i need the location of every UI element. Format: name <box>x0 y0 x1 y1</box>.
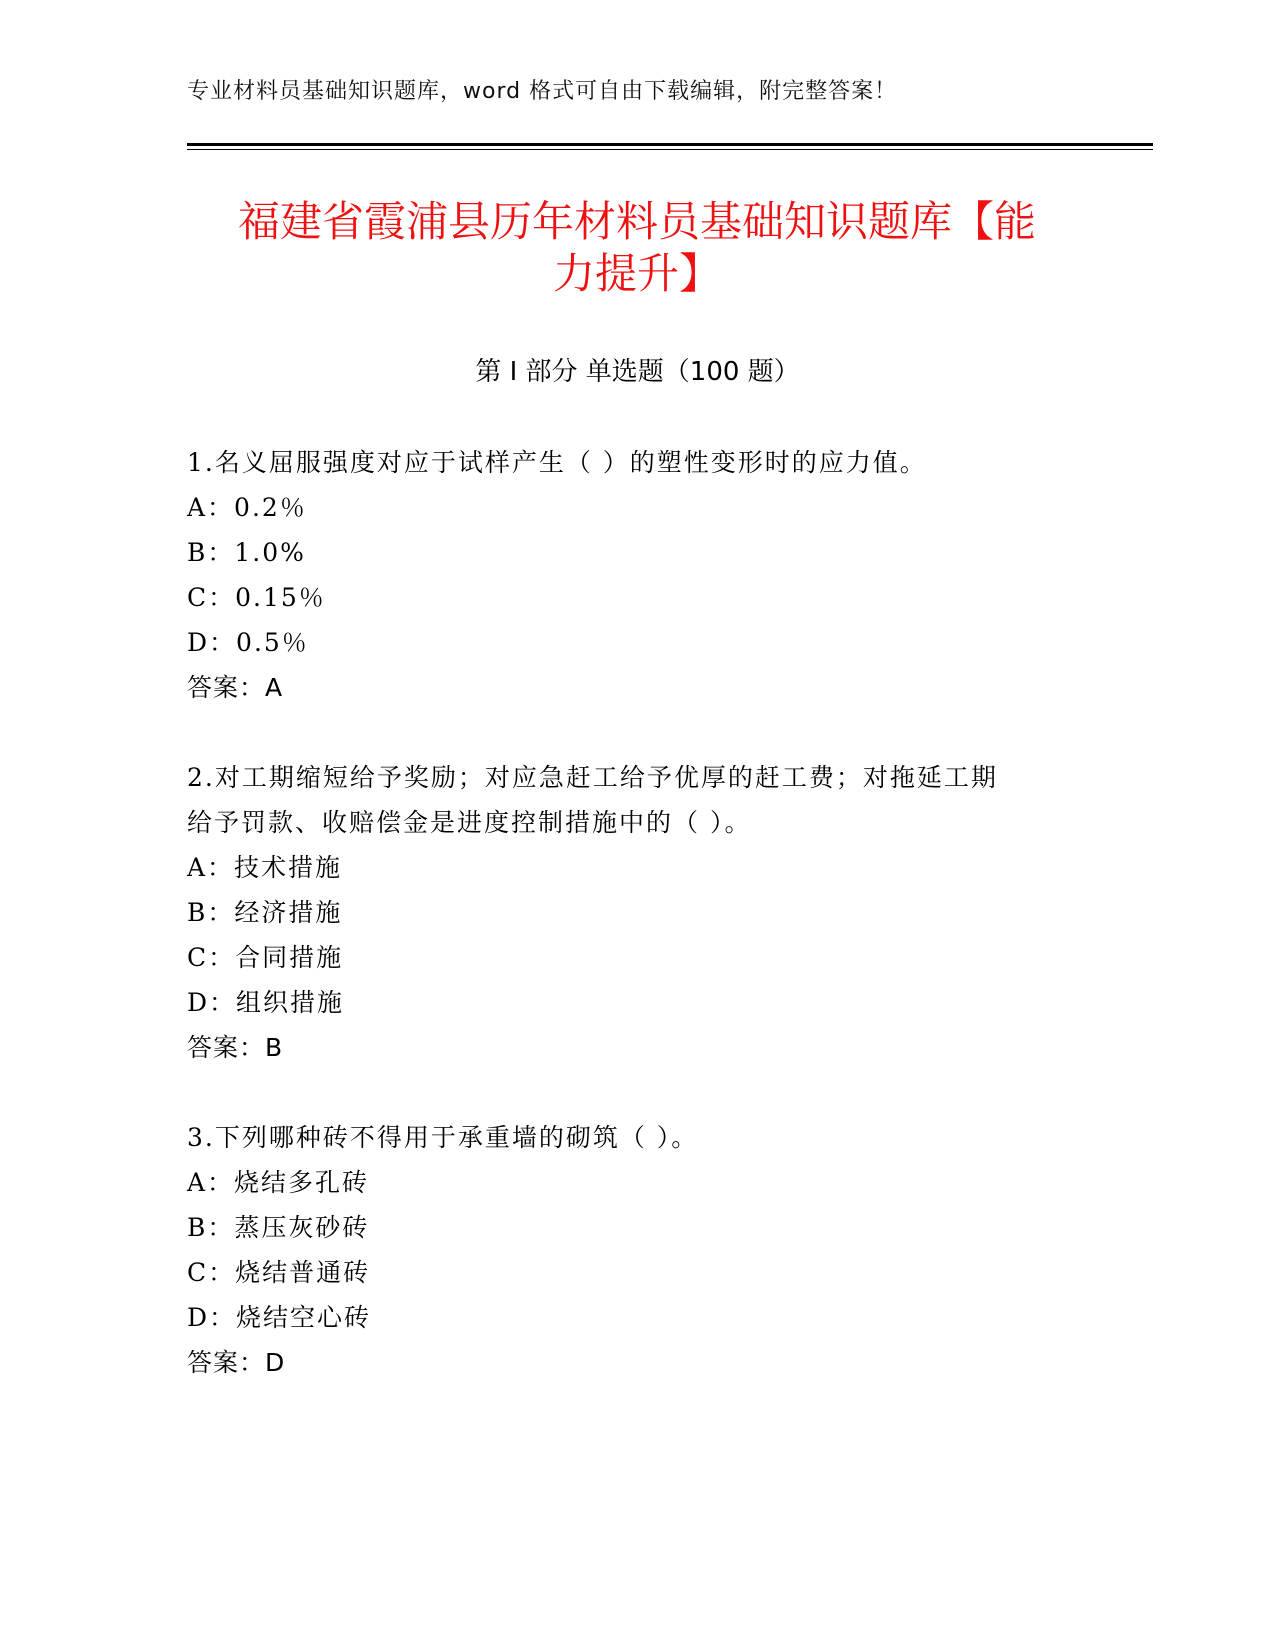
header-rule-thin <box>187 149 1153 150</box>
answer: 答案：A <box>187 673 284 702</box>
option-c: C：合同措施 <box>187 943 344 972</box>
question-stem: 2.对工期缩短给予奖励；对应急赶工给予优厚的赶工费；对拖延工期 <box>187 763 998 792</box>
question-stem-continued: 给予罚款、收赔偿金是进度控制措施中的（ ）。 <box>187 808 752 837</box>
option-a: A：技术措施 <box>187 853 343 882</box>
question-stem: 3.下列哪种砖不得用于承重墙的砌筑（ ）。 <box>187 1123 699 1152</box>
header-note: 专业材料员基础知识题库，word 格式可自由下载编辑，附完整答案！ <box>187 79 898 104</box>
question-stem: 1.名义屈服强度对应于试样产生（ ）的塑性变形时的应力值。 <box>187 448 927 477</box>
title-line-2: 力提升】 <box>552 249 721 298</box>
option-a: A：烧结多孔砖 <box>187 1168 370 1197</box>
question-3 <box>187 1115 1067 1385</box>
option-b: B：1.0% <box>187 538 306 567</box>
section-heading: 第 I 部分 单选题（100 题） <box>475 357 800 387</box>
question-1 <box>187 440 1067 710</box>
option-d: D：组织措施 <box>187 988 345 1017</box>
document-title <box>187 196 1087 300</box>
option-b: B：经济措施 <box>187 898 343 927</box>
title-line-1: 福建省霞浦县历年材料员基础知识题库【能 <box>237 197 1036 246</box>
option-c: C：0.15％ <box>187 583 326 612</box>
question-2 <box>187 755 1067 1070</box>
answer: 答案：D <box>187 1348 286 1377</box>
question-list <box>187 440 1067 1430</box>
answer: 答案：B <box>187 1033 284 1062</box>
option-c: C：烧结普通砖 <box>187 1258 371 1287</box>
option-d: D：0.5％ <box>187 628 309 657</box>
header-rule-thick <box>187 143 1153 146</box>
option-a: A：0.2％ <box>187 493 307 522</box>
option-d: D：烧结空心砖 <box>187 1303 372 1332</box>
option-b: B：蒸压灰砂砖 <box>187 1213 370 1242</box>
